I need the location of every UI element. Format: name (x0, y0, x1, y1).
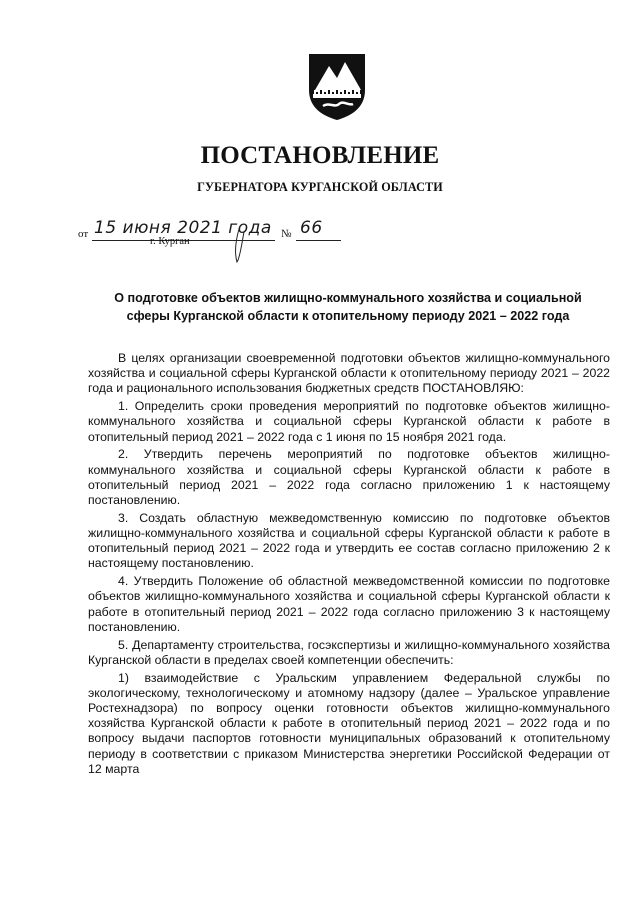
document-type-title: ПОСТАНОВЛЕНИЕ (200, 142, 440, 169)
number-label: № (281, 228, 292, 240)
city-label: г. Курган (150, 236, 190, 247)
number-underline (296, 240, 341, 241)
preamble-paragraph: В целях организации своевременной подготовки объектов жилищно-коммунального хозяйства и социальной сферы Курганской области к отопительному периоду 2021 – 2022 года и рационального использования бюджетных средств ПОСТАНОВЛЯЮ: (88, 351, 610, 396)
clause-paragraph-4: 4. Утвердить Положение об областной межведомственной комиссии по подготовке объектов жилищно-коммунального хозяйства и социальной сферы Курганской области к работе в отопительный период 2021 – 2022 года согласно приложению 3 к настоящему постановлению. (88, 574, 610, 634)
clause-paragraph-1: 1. Определить сроки проведения мероприятий по подготовке объектов жилищно-коммунального хозяйства и социальной сферы Курганской области к работе в отопительный период 2021 – 2022 года с 1 июня по 15 ноября 2021 года. (88, 399, 610, 444)
dateline (78, 218, 358, 248)
handwritten-date: 15 июня 2021 года (94, 218, 272, 238)
clause-paragraph-5: 5. Департаменту строительства, госэкспертизы и жилищно-коммунального хозяйства Курганской области в пределах своей компетенции обеспечить: (88, 637, 610, 667)
date-prefix-label: от (78, 228, 89, 240)
handwriting-flourish (228, 222, 268, 264)
coat-of-arms-emblem (305, 50, 369, 122)
clause-paragraph-2: 2. Утвердить перечень мероприятий по подготовке объектов жилищно-коммунального хозяйства и социальной сферы Курганской области к работе в отопительный период 2021 – 2022 года согласно приложению 1 к настоящему постановлению. (88, 447, 610, 508)
document-subject-title (88, 290, 608, 325)
subject-line-2: сферы Курганской области к отопительному периоду 2021 – 2022 года (126, 308, 570, 323)
document-body (88, 351, 610, 780)
subclause-paragraph-5-1: 1) взаимодействие с Уральским управлением Федеральной службы по экологическому, технологическому и атомному надзору (далее – Уральское управление Ростехнадзора) по вопросу оценки готовности объектов жилищно-коммунального хозяйства Курганской области к работе в отопительный период 2021 – 2022 года и по вопросу выдачи паспортов готовности муниципальных образований к отопительному периоду в соответствии с приказом Министерства энергетики Российской Федерации от 12 марта (88, 670, 610, 776)
clause-paragraph-3: 3. Создать областную межведомственную комиссию по подготовке объектов жилищно-коммунального хозяйства и социальной сферы Курганской области к работе в отопительный период 2021 – 2022 года и утвердить ее состав согласно приложению 2 к настоящему постановлению. (88, 510, 610, 571)
handwritten-number: 66 (300, 218, 323, 238)
issuer-subtitle: ГУБЕРНАТОРА КУРГАНСКОЙ ОБЛАСТИ (197, 180, 443, 194)
subject-line-1: О подготовке объектов жилищно-коммунального хозяйства и социальной (114, 291, 582, 305)
